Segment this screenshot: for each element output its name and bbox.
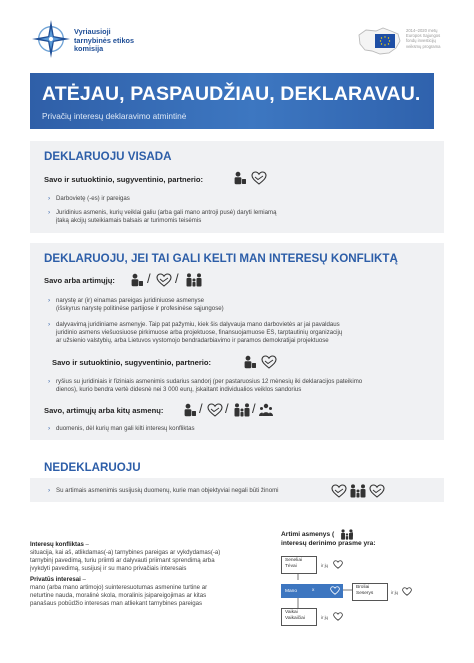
handshake-heart-icon (402, 587, 412, 596)
box-label: Vaikaičiai (285, 615, 305, 621)
org-line: komisija (74, 44, 104, 54)
person-icon (233, 171, 247, 185)
chevron-right-icon: › (48, 297, 51, 304)
box-label: Seneliai (285, 558, 303, 563)
list-item (48, 321, 436, 345)
group2-title: Savo ir sutuoktinio, sugyventinio, partnerio: (52, 358, 212, 367)
handshake-heart-icon (333, 560, 343, 569)
definitions-block (30, 541, 252, 608)
separator-slash: / (147, 271, 151, 286)
eu-flag-icon (375, 34, 395, 48)
handshake-heart-icon (207, 403, 223, 417)
chevron-right-icon: › (48, 195, 51, 202)
list-item (48, 378, 438, 394)
bullet-text: narystę ar (ir) einamas pareigas juridiniuose asmenyse (56, 297, 205, 304)
organization-name (74, 28, 134, 54)
diagram-title (281, 530, 376, 548)
chevron-right-icon: › (48, 209, 51, 216)
page-subtitle: Privačių interesų deklaravimo atmintinė (42, 111, 187, 121)
box-label: Vaikai (285, 610, 298, 615)
bullet-text: ryšius su juridiniais ir fiziniais asmenimis sudarius sandorį (per pastaruosius 12 mėnesių iki deklaracijos pateikimo (56, 378, 363, 385)
chevron-right-icon: › (48, 378, 51, 385)
box-label: Tėvai (285, 563, 297, 569)
bullet-text: Juridinius asmenis, kurių veiklai galiu (arba gali mano antroji pusė) daryti lemiamą (56, 209, 277, 216)
chevron-right-icon: › (48, 321, 51, 328)
page-title: ATĖJAU, PASPAUDŽIAU, DEKLARAVAU. (42, 83, 421, 105)
section-heading-never: NEDEKLARUOJU (44, 461, 141, 474)
bullet-text: ar užsienio valstybių, arba Lietuvos vystomojo bendradarbiavimo ir paramos demokratijai projektuose (56, 337, 329, 344)
list-item (48, 487, 356, 495)
family-icon (339, 529, 355, 540)
family-icon (233, 403, 251, 417)
group3-title: Savo, artimųjų arba kitų asmenų: (44, 406, 164, 415)
term-dash: – (83, 541, 89, 548)
handshake-heart-icon (251, 171, 267, 185)
list-item (48, 425, 426, 433)
cross-mark: x (312, 588, 315, 593)
spouse-subheading: Savo ir sutuoktinio, sugyventinio, partnerio: (44, 175, 204, 184)
bullet-text: juridinio asmens viešuosiuose pirkimuose arba projektuose, finansuojamuose ES, tarptautinių organizacijų (56, 329, 343, 336)
list-item (48, 297, 431, 313)
bullet-text: (išskyrus narystę politinėse partijose ir profesinėse sąjungose) (56, 305, 224, 312)
person-icon (130, 273, 144, 287)
org-line: tarnybinės etikos (74, 35, 135, 45)
eu-line: veiksmų programa (406, 43, 441, 49)
definition-term-line (30, 576, 252, 584)
list-item (48, 209, 426, 225)
eu-line: Europos Sąjungos (406, 33, 441, 39)
bullet-text: įtaką akcijų suteikiamais balsais ar turimomis teisėmis (56, 217, 202, 224)
children-box (281, 608, 317, 626)
definition-text: situacija, kai aš, atlikdamas(-a) tarnybines pareigas ar vykdydamas(-a) (30, 549, 221, 556)
diagram-title-line: interesų derinimo prasme yra: (281, 540, 376, 547)
handshake-heart-icon (330, 586, 340, 595)
chevron-right-icon: › (48, 425, 51, 432)
eu-line: 2014–2020 metų (406, 28, 438, 33)
person-icon (183, 403, 197, 417)
diagram-title-line (281, 530, 376, 539)
diagram-title-text: Artimi asmenys ( (281, 531, 335, 538)
handshake-heart-icon (333, 612, 343, 621)
definition-term: Privatūs interesai (30, 576, 81, 583)
separator-slash: / (199, 401, 203, 416)
bullet-text: dalyvavimą juridiniame asmenyje. Taip pat pažymiu, kiek šis dalyvauja mano darbovietės ar jai pavaldaus (56, 321, 340, 328)
spouse-note: ir jų (321, 615, 328, 620)
spouse-note: ir jų (321, 563, 328, 568)
definition-term-line (30, 541, 252, 549)
definition-text: įvykdyti pavedimą, susijusį ir su mano privačiais interesais (30, 565, 187, 572)
definition-text: panašaus pobūdžio interesas man atliekant tarnybines pareigas (30, 600, 203, 607)
eu-line: fondų investicijų (406, 38, 436, 44)
bullet-text: Su artimais asmenimis susijusių duomenų, kurie man objektyviai negali būti žinomi (56, 487, 279, 494)
bullet-text: duomenis, dėl kurių man gali kilti interesų konfliktas (56, 425, 195, 432)
box-label: Mano (285, 588, 297, 594)
definition-text: mano (arba mano artimojo) suinteresuotumas asmenine turtine ar (30, 584, 208, 591)
org-line: Vyriausioji (74, 27, 111, 36)
definition-text: neturtine nauda, moralinė skola, moralinis įsipareigojimas ar kitas (30, 592, 207, 599)
people-group-icon (259, 403, 273, 417)
eu-funds-caption (406, 28, 466, 49)
section-heading-conditional: DEKLARUOJU, JEI TAI GALI KELTI MAN INTERESŲ KONFLIKTĄ (44, 252, 398, 265)
handshake-heart-icon (261, 355, 277, 369)
person-icon (243, 355, 257, 369)
spouse-note: ir jų (391, 590, 398, 595)
handshake-heart-icon (156, 273, 172, 287)
separator-slash: / (175, 271, 179, 286)
term-dash: – (80, 576, 86, 583)
family-icon (185, 273, 203, 287)
bullet-text: dienos), kurio bendra vertė didesnė nei 3 000 eurų, įskaitant individualios veiklos sandorius (56, 386, 302, 393)
definition-term: Interesų konfliktas (30, 541, 84, 548)
bullet-text: Darbovietę (-es) ir pareigas (56, 195, 130, 202)
section-heading-always: DEKLARUOJU VISADA (44, 150, 172, 163)
box-label: Seserys (356, 590, 374, 596)
list-item (48, 195, 426, 203)
family-icon (349, 484, 367, 498)
separator-slash: / (225, 401, 229, 416)
siblings-box (352, 583, 388, 601)
parents-box (281, 556, 317, 574)
group1-title: Savo arba artimųjų: (44, 276, 115, 285)
definition-text: tarnybinį pavedimą, turiu priimti ar dalyvauti priimant sprendimą arba (30, 557, 215, 564)
separator-slash: / (252, 401, 256, 416)
handshake-heart-icon (369, 484, 385, 498)
chevron-right-icon: › (48, 487, 51, 494)
handshake-heart-icon (331, 484, 347, 498)
commission-logo-icon (32, 20, 70, 58)
box-label: Broliai (356, 585, 370, 590)
